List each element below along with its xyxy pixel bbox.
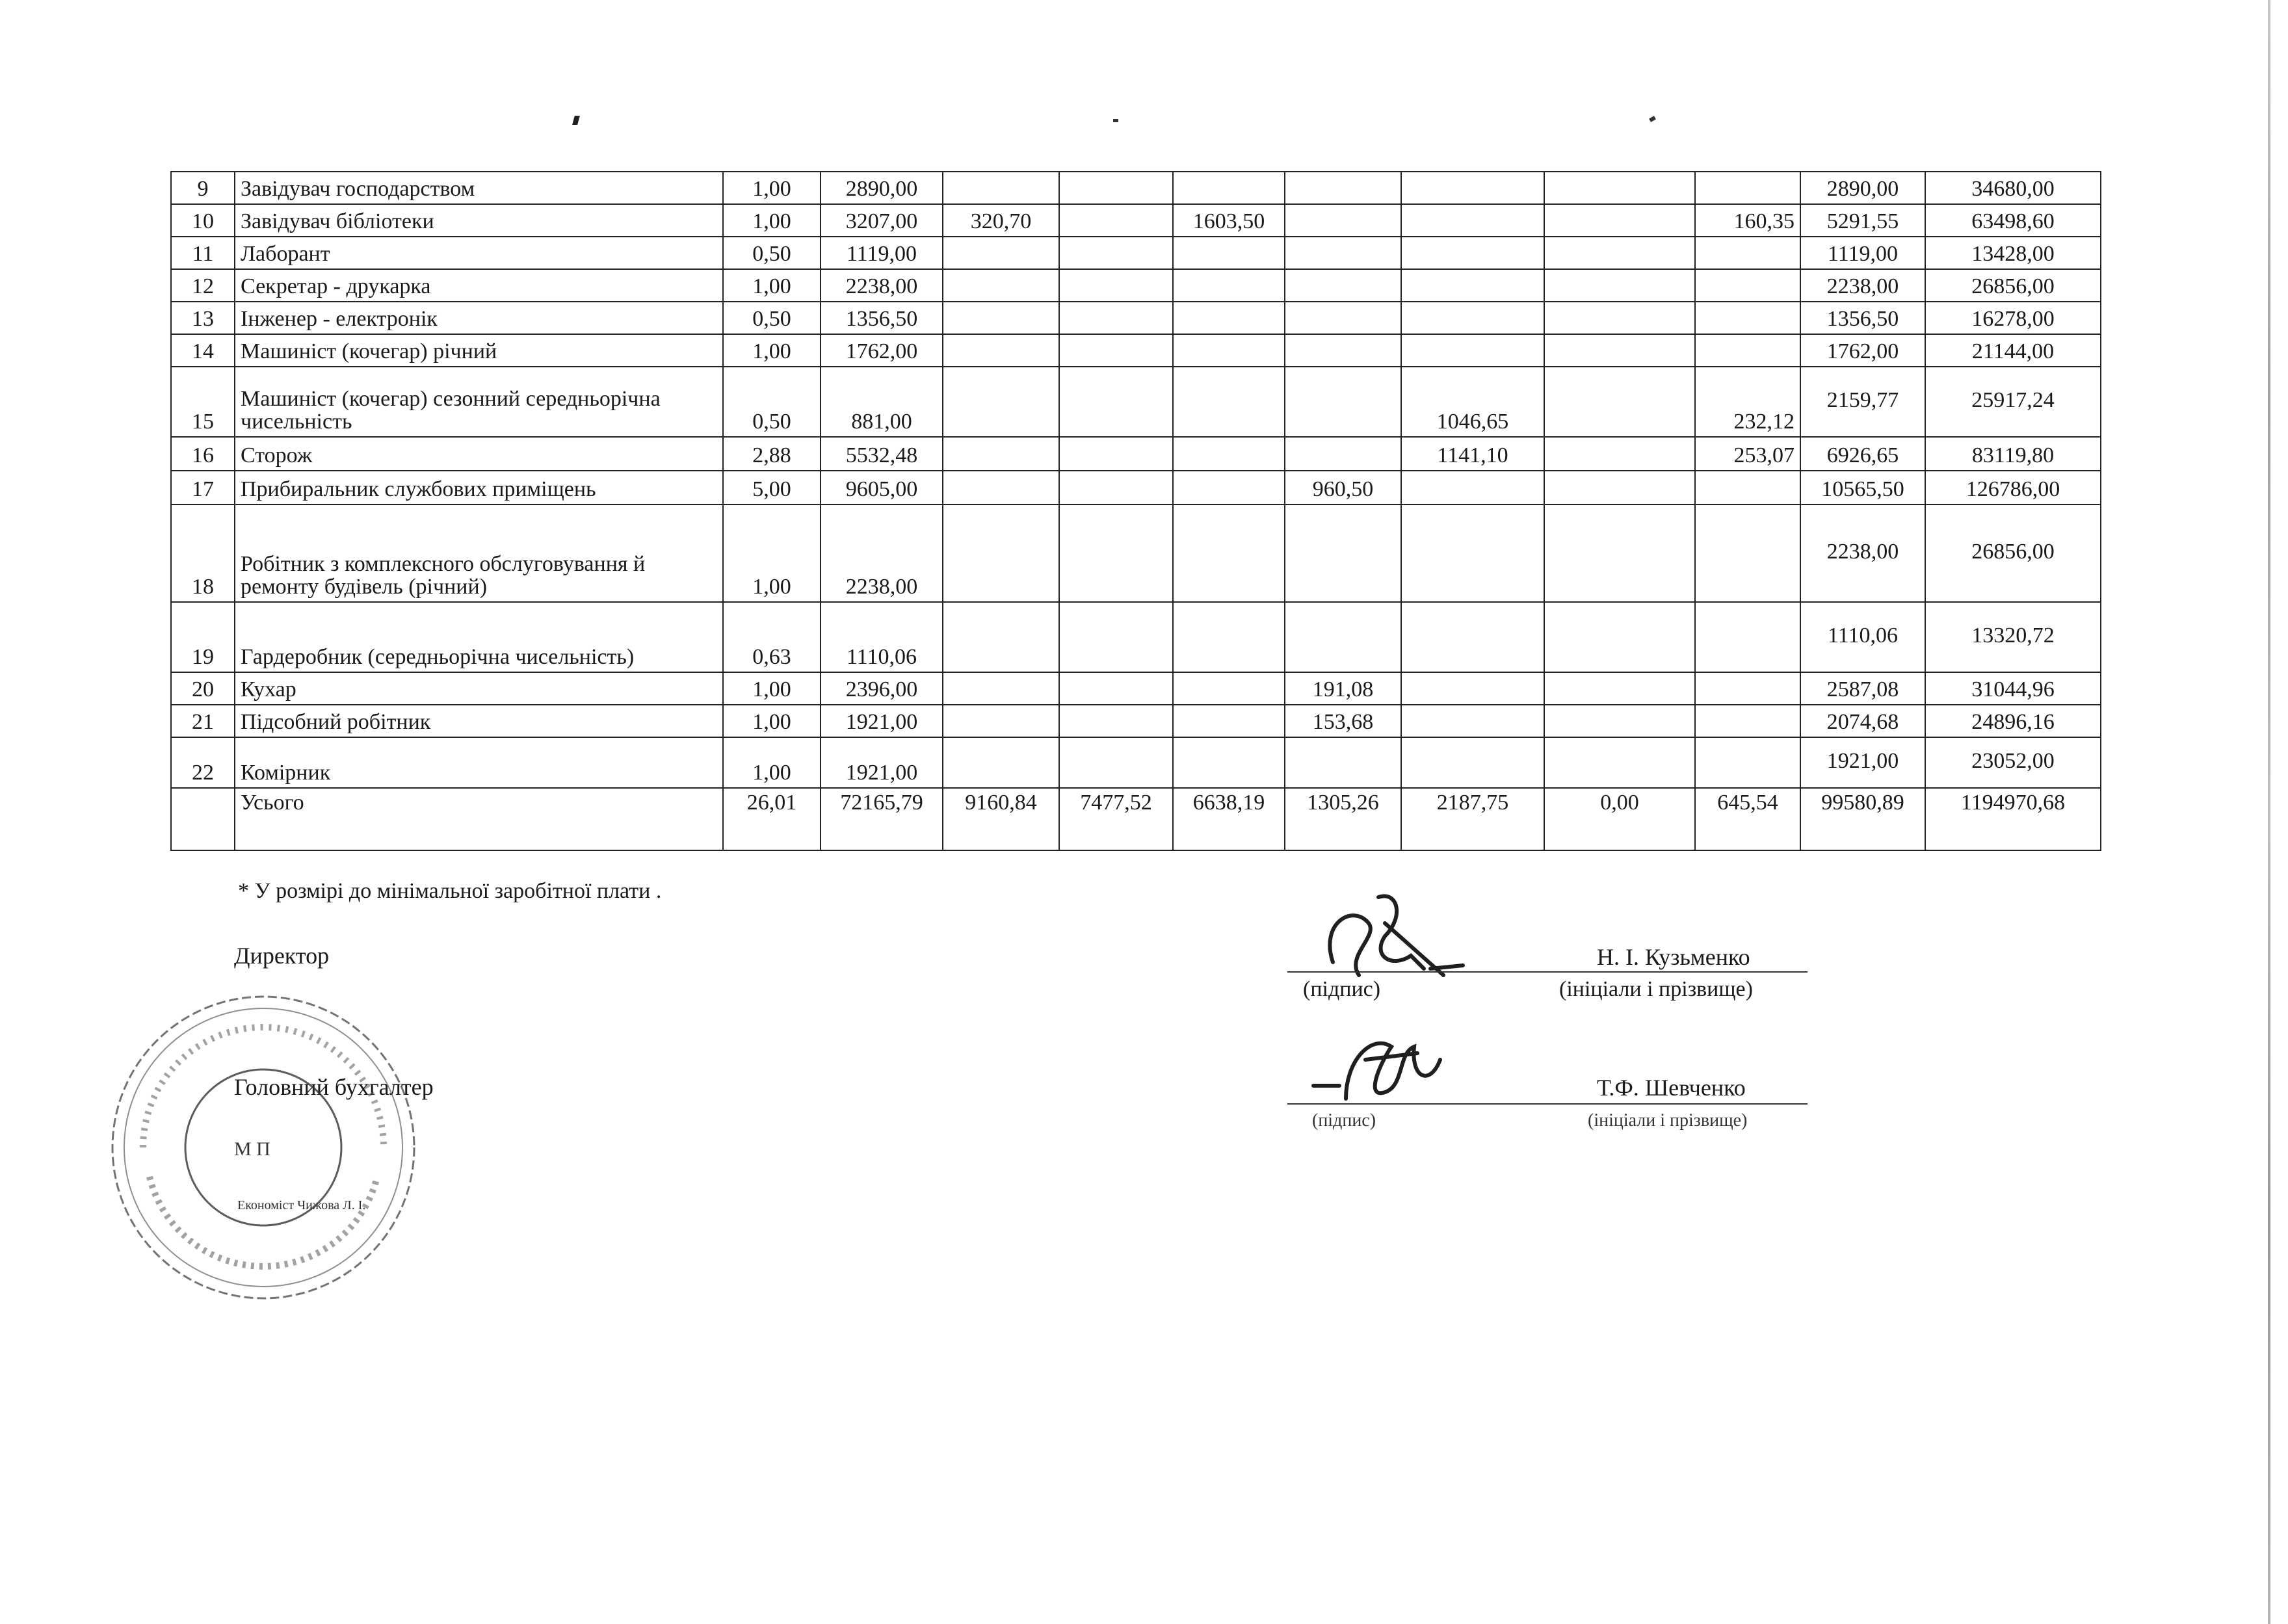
row-number: 21 — [171, 705, 235, 737]
scan-mark — [1649, 116, 1656, 122]
allowance-7 — [1695, 471, 1800, 504]
official-seal — [104, 988, 423, 1307]
allowance-6 — [1544, 737, 1695, 788]
monthly-fund: 1762,00 — [1800, 334, 1925, 367]
salary-rate: 2238,00 — [821, 504, 943, 602]
position-name: Секретар - друкарка — [235, 269, 723, 302]
table-row — [171, 172, 2101, 204]
allowance-4 — [1285, 269, 1401, 302]
staff-units: 0,50 — [723, 237, 821, 269]
allowance-2 — [1059, 334, 1173, 367]
allowance-6 — [1544, 172, 1695, 204]
table-row — [171, 437, 2101, 471]
position-name: Кухар — [235, 672, 723, 705]
position-name: Машиніст (кочегар) сезонний середньорічна чисельність — [235, 367, 723, 437]
annual-fund: 26856,00 — [1925, 269, 2101, 302]
allowance-3 — [1173, 172, 1285, 204]
allowance-1 — [943, 504, 1059, 602]
total-units: 26,01 — [723, 788, 821, 850]
salary-rate: 2238,00 — [821, 269, 943, 302]
monthly-fund: 1119,00 — [1800, 237, 1925, 269]
staff-units: 1,00 — [723, 705, 821, 737]
allowance-7 — [1695, 737, 1800, 788]
annual-fund: 24896,16 — [1925, 705, 2101, 737]
allowance-2 — [1059, 269, 1173, 302]
allowance-3 — [1173, 672, 1285, 705]
total-row — [171, 788, 2101, 850]
allowance-4: 191,08 — [1285, 672, 1401, 705]
staff-units: 2,88 — [723, 437, 821, 471]
monthly-fund: 1110,06 — [1800, 602, 1925, 672]
annual-fund: 23052,00 — [1925, 737, 2101, 788]
allowance-1 — [943, 237, 1059, 269]
allowance-2 — [1059, 672, 1173, 705]
position-name: Підсобний робітник — [235, 705, 723, 737]
allowance-1: 320,70 — [943, 204, 1059, 237]
total-allowance-2: 7477,52 — [1059, 788, 1173, 850]
monthly-fund: 6926,65 — [1800, 437, 1925, 471]
allowance-4 — [1285, 204, 1401, 237]
allowance-1 — [943, 269, 1059, 302]
allowance-6 — [1544, 437, 1695, 471]
table-row — [171, 302, 2101, 334]
salary-rate: 1119,00 — [821, 237, 943, 269]
table-row — [171, 672, 2101, 705]
seal-center-text: М П — [234, 1138, 270, 1160]
allowance-7: 232,12 — [1695, 367, 1800, 437]
allowance-1 — [943, 471, 1059, 504]
accountant-sign-caption: (підпис) — [1312, 1110, 1376, 1131]
allowance-6 — [1544, 237, 1695, 269]
allowance-5 — [1401, 237, 1544, 269]
accountant-signature-line — [1287, 1103, 1808, 1105]
position-name: Гардеробник (середньорічна чисельність) — [235, 602, 723, 672]
allowance-6 — [1544, 705, 1695, 737]
staff-units: 1,00 — [723, 172, 821, 204]
position-name: Інженер - електронік — [235, 302, 723, 334]
allowance-7: 253,07 — [1695, 437, 1800, 471]
salary-rate: 3207,00 — [821, 204, 943, 237]
allowance-7 — [1695, 302, 1800, 334]
table-row — [171, 204, 2101, 237]
staff-units: 1,00 — [723, 269, 821, 302]
monthly-fund: 2890,00 — [1800, 172, 1925, 204]
allowance-2 — [1059, 602, 1173, 672]
allowance-6 — [1544, 204, 1695, 237]
table-row — [171, 471, 2101, 504]
scan-edge — [2268, 0, 2270, 1624]
salary-rate: 5532,48 — [821, 437, 943, 471]
allowance-1 — [943, 672, 1059, 705]
allowance-7 — [1695, 269, 1800, 302]
allowance-2 — [1059, 172, 1173, 204]
table-row — [171, 737, 2101, 788]
total-allowance-3: 6638,19 — [1173, 788, 1285, 850]
allowance-7 — [1695, 602, 1800, 672]
allowance-1 — [943, 302, 1059, 334]
salary-rate: 1110,06 — [821, 602, 943, 672]
total-annual: 1194970,68 — [1925, 788, 2101, 850]
director-name: Н. І. Кузьменко — [1597, 944, 1750, 970]
allowance-4 — [1285, 302, 1401, 334]
row-number: 17 — [171, 471, 235, 504]
total-monthly: 99580,89 — [1800, 788, 1925, 850]
monthly-fund: 2587,08 — [1800, 672, 1925, 705]
annual-fund: 26856,00 — [1925, 504, 2101, 602]
allowance-5 — [1401, 269, 1544, 302]
allowance-2 — [1059, 237, 1173, 269]
row-number: 15 — [171, 367, 235, 437]
allowance-3 — [1173, 302, 1285, 334]
allowance-5 — [1401, 705, 1544, 737]
salary-rate: 1921,00 — [821, 737, 943, 788]
allowance-5 — [1401, 471, 1544, 504]
allowance-4: 153,68 — [1285, 705, 1401, 737]
allowance-3 — [1173, 471, 1285, 504]
allowance-7 — [1695, 334, 1800, 367]
allowance-1 — [943, 437, 1059, 471]
seal-inner-text: Економіст Чижова Л. І. — [237, 1198, 366, 1212]
total-empty — [171, 788, 235, 850]
annual-fund: 31044,96 — [1925, 672, 2101, 705]
row-number: 12 — [171, 269, 235, 302]
allowance-6 — [1544, 672, 1695, 705]
monthly-fund: 2238,00 — [1800, 269, 1925, 302]
allowance-5: 1046,65 — [1401, 367, 1544, 437]
staff-units: 1,00 — [723, 334, 821, 367]
table-row — [171, 334, 2101, 367]
allowance-3 — [1173, 237, 1285, 269]
row-number: 14 — [171, 334, 235, 367]
allowance-6 — [1544, 471, 1695, 504]
allowance-1 — [943, 602, 1059, 672]
staff-schedule-table — [170, 171, 2101, 851]
allowance-4 — [1285, 367, 1401, 437]
allowance-5 — [1401, 334, 1544, 367]
salary-rate: 881,00 — [821, 367, 943, 437]
allowance-6 — [1544, 269, 1695, 302]
allowance-3: 1603,50 — [1173, 204, 1285, 237]
salary-rate: 1356,50 — [821, 302, 943, 334]
allowance-3 — [1173, 705, 1285, 737]
accountant-label: Головний бухгалтер — [234, 1074, 434, 1100]
allowance-4 — [1285, 172, 1401, 204]
staff-units: 1,00 — [723, 204, 821, 237]
allowance-7 — [1695, 705, 1800, 737]
monthly-fund: 2159,77 — [1800, 367, 1925, 437]
monthly-fund: 10565,50 — [1800, 471, 1925, 504]
allowance-5 — [1401, 672, 1544, 705]
table-row — [171, 269, 2101, 302]
table-row — [171, 504, 2101, 602]
row-number: 18 — [171, 504, 235, 602]
annual-fund: 126786,00 — [1925, 471, 2101, 504]
monthly-fund: 5291,55 — [1800, 204, 1925, 237]
total-allowance-6: 0,00 — [1544, 788, 1695, 850]
total-label: Усього — [235, 788, 723, 850]
allowance-7 — [1695, 172, 1800, 204]
table-row — [171, 237, 2101, 269]
staff-units: 1,00 — [723, 737, 821, 788]
allowance-3 — [1173, 269, 1285, 302]
total-rate: 72165,79 — [821, 788, 943, 850]
row-number: 20 — [171, 672, 235, 705]
allowance-7 — [1695, 672, 1800, 705]
allowance-4 — [1285, 334, 1401, 367]
allowance-5 — [1401, 504, 1544, 602]
annual-fund: 83119,80 — [1925, 437, 2101, 471]
allowance-5 — [1401, 172, 1544, 204]
salary-rate: 1762,00 — [821, 334, 943, 367]
salary-rate: 9605,00 — [821, 471, 943, 504]
monthly-fund: 2074,68 — [1800, 705, 1925, 737]
allowance-5 — [1401, 737, 1544, 788]
allowance-3 — [1173, 367, 1285, 437]
total-allowance-4: 1305,26 — [1285, 788, 1401, 850]
allowance-5 — [1401, 204, 1544, 237]
director-signature-line — [1287, 971, 1808, 973]
allowance-2 — [1059, 504, 1173, 602]
row-number: 19 — [171, 602, 235, 672]
allowance-6 — [1544, 334, 1695, 367]
table-row — [171, 367, 2101, 437]
staff-units: 0,50 — [723, 302, 821, 334]
allowance-2 — [1059, 705, 1173, 737]
row-number: 22 — [171, 737, 235, 788]
allowance-7: 160,35 — [1695, 204, 1800, 237]
staff-units: 1,00 — [723, 504, 821, 602]
position-name: Робітник з комплексного обслуговування й ремонту будівель (річний) — [235, 504, 723, 602]
allowance-4 — [1285, 602, 1401, 672]
allowance-2 — [1059, 367, 1173, 437]
salary-rate: 2890,00 — [821, 172, 943, 204]
allowance-4 — [1285, 437, 1401, 471]
allowance-3 — [1173, 602, 1285, 672]
allowance-6 — [1544, 367, 1695, 437]
position-name: Завідувач господарством — [235, 172, 723, 204]
allowance-6 — [1544, 302, 1695, 334]
allowance-3 — [1173, 504, 1285, 602]
director-label: Директор — [234, 943, 330, 969]
allowance-2 — [1059, 302, 1173, 334]
allowance-2 — [1059, 737, 1173, 788]
allowance-2 — [1059, 204, 1173, 237]
annual-fund: 13320,72 — [1925, 602, 2101, 672]
position-name: Лаборант — [235, 237, 723, 269]
allowance-4 — [1285, 237, 1401, 269]
allowance-5: 1141,10 — [1401, 437, 1544, 471]
allowance-4 — [1285, 737, 1401, 788]
allowance-5 — [1401, 602, 1544, 672]
allowance-4: 960,50 — [1285, 471, 1401, 504]
annual-fund: 21144,00 — [1925, 334, 2101, 367]
director-name-caption: (ініціали і прізвище) — [1559, 977, 1753, 1001]
staff-units: 1,00 — [723, 672, 821, 705]
position-name: Комірник — [235, 737, 723, 788]
allowance-1 — [943, 172, 1059, 204]
staff-units: 0,50 — [723, 367, 821, 437]
row-number: 11 — [171, 237, 235, 269]
table-row — [171, 705, 2101, 737]
table-row — [171, 602, 2101, 672]
row-number: 13 — [171, 302, 235, 334]
scan-mark — [1113, 119, 1118, 122]
row-number: 10 — [171, 204, 235, 237]
monthly-fund: 2238,00 — [1800, 504, 1925, 602]
total-allowance-5: 2187,75 — [1401, 788, 1544, 850]
position-name: Машиніст (кочегар) річний — [235, 334, 723, 367]
allowance-3 — [1173, 334, 1285, 367]
allowance-4 — [1285, 504, 1401, 602]
annual-fund: 13428,00 — [1925, 237, 2101, 269]
allowance-2 — [1059, 437, 1173, 471]
accountant-name: Т.Ф. Шевченко — [1597, 1075, 1746, 1101]
director-sign-caption: (підпис) — [1303, 977, 1381, 1001]
scan-mark — [572, 116, 580, 125]
allowance-7 — [1695, 237, 1800, 269]
allowance-6 — [1544, 602, 1695, 672]
row-number: 16 — [171, 437, 235, 471]
allowance-5 — [1401, 302, 1544, 334]
row-number: 9 — [171, 172, 235, 204]
accountant-name-caption: (ініціали і прізвище) — [1588, 1110, 1748, 1131]
staff-units: 5,00 — [723, 471, 821, 504]
annual-fund: 16278,00 — [1925, 302, 2101, 334]
annual-fund: 34680,00 — [1925, 172, 2101, 204]
annual-fund: 63498,60 — [1925, 204, 2101, 237]
salary-rate: 1921,00 — [821, 705, 943, 737]
total-allowance-1: 9160,84 — [943, 788, 1059, 850]
position-name: Сторож — [235, 437, 723, 471]
position-name: Завідувач бібліотеки — [235, 204, 723, 237]
allowance-1 — [943, 367, 1059, 437]
allowance-2 — [1059, 471, 1173, 504]
annual-fund: 25917,24 — [1925, 367, 2101, 437]
allowance-3 — [1173, 737, 1285, 788]
monthly-fund: 1356,50 — [1800, 302, 1925, 334]
footnote: * У розмірі до мінімальної заробітної плати . — [238, 879, 662, 903]
allowance-6 — [1544, 504, 1695, 602]
staff-units: 0,63 — [723, 602, 821, 672]
total-allowance-7: 645,54 — [1695, 788, 1800, 850]
allowance-1 — [943, 705, 1059, 737]
position-name: Прибиральник службових приміщень — [235, 471, 723, 504]
salary-rate: 2396,00 — [821, 672, 943, 705]
allowance-7 — [1695, 504, 1800, 602]
monthly-fund: 1921,00 — [1800, 737, 1925, 788]
allowance-1 — [943, 737, 1059, 788]
allowance-3 — [1173, 437, 1285, 471]
allowance-1 — [943, 334, 1059, 367]
